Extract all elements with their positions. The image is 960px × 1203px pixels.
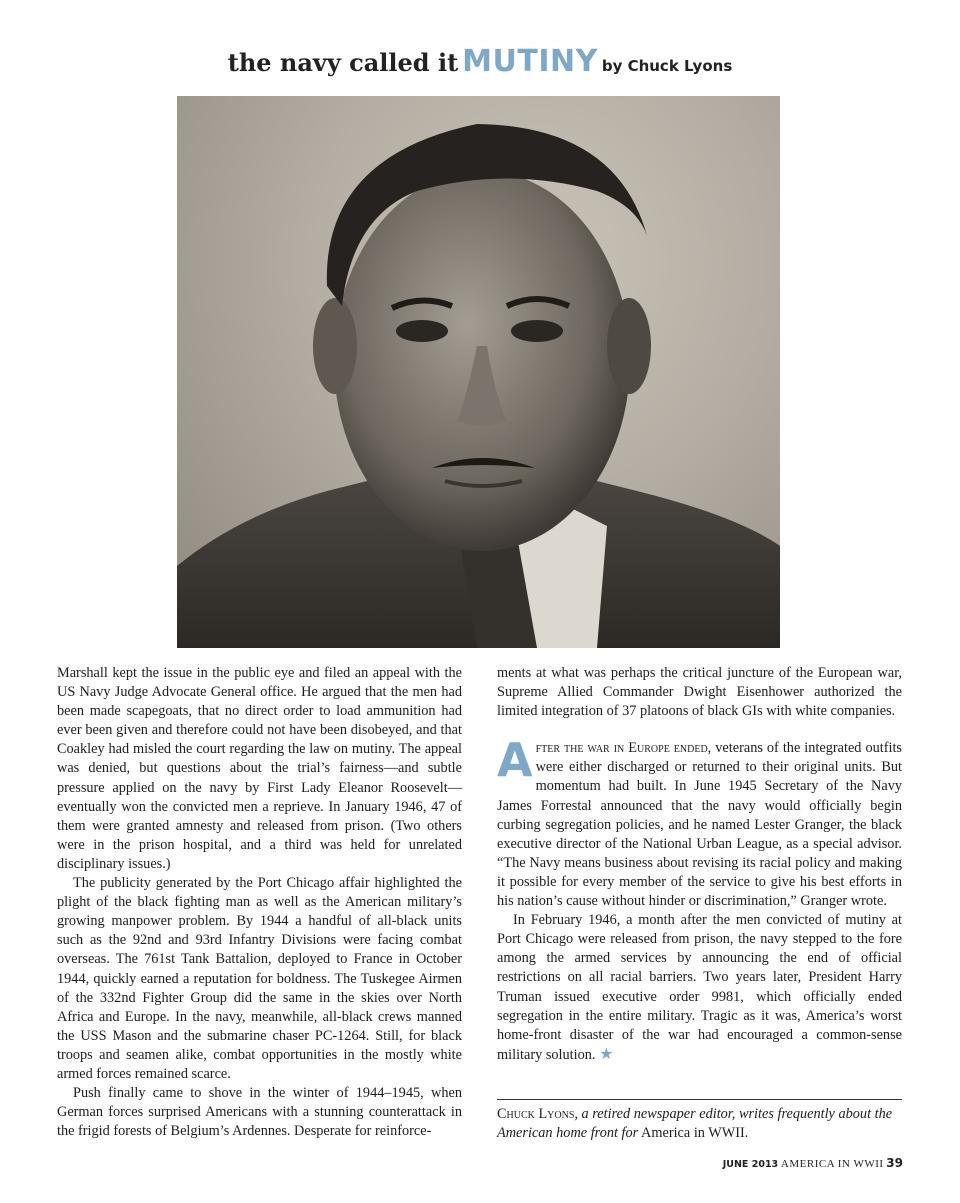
paragraph: The publicity generated by the Port Chicago affair highlighted the plight of the black fighting man as well as the American military’s growing manpower problem. By 1944 a handful of all-black units such as the 92nd and 93rd Infantry Divisions were facing combat overseas. The 761st Tank Battalion, deployed to France in October 1944, quickly earned a reputation for boldness. The Tuskegee Airmen of the 332nd Fighter Group did the same in the skies over North Africa and Europe. In the navy, meanwhile, all-black crews manned the USS Mason and the submarine chaser PC-1264. Still, for black troops and seamen alike, combat opportunities in the mostly white armed forces remained scarce. xyxy=(57,875,462,1082)
paragraph: Marshall kept the issue in the public eye and filed an appeal with the US Navy Judge Advocate General office. He argued that the men had been made scapegoats, that no direct order to load ammunition had ever been given and therefore could not have been disobeyed, and that Coakley had misled the court regarding the law on mutiny. The appeal was denied, but questions about the trial’s fairness—and subtle pressure applied on the navy by First Lady Eleanor Roosevelt—eventually won the convicted men a reprieve. In January 1946, 47 of them were granted amnesty and released from prison. (Two others were in the prison hospital, and a third was held for unrelated disciplinary issues.) xyxy=(57,665,462,872)
right-column xyxy=(497,664,902,1065)
paragraph: ments at what was perhaps the critical juncture of the European war, Supreme Allied Commander Dwight Eisenhower authorized the limited integration of 37 platoons of black GIs with white companies. xyxy=(497,665,902,720)
article-title xyxy=(0,44,960,79)
section-body: veterans of the integrated outfits were either discharged or returned to their original units. But momentum had built. In June 1945 Secretary of the Navy James Forrestal announced that the navy would officially begin curbing segregation policies, and he named Lester Granger, the black executive director of the National Urban League, as a special advisor. “The Navy means business about revising its racial policy and making it possible for every member of the service to give his best efforts in his nation’s cause without hinder or discrimination,” Granger wrote. xyxy=(497,740,902,910)
bio-magazine: America in WWII. xyxy=(641,1125,749,1142)
paragraph xyxy=(497,911,902,1065)
drop-cap: A xyxy=(497,733,533,788)
magazine-name: AMERICA IN WWII xyxy=(780,1158,884,1170)
section-opening-paragraph xyxy=(497,733,902,911)
page-number: 39 xyxy=(886,1156,903,1170)
author-bio xyxy=(497,1105,902,1143)
title-lead: the navy called it xyxy=(227,48,459,77)
closing-text: In February 1946, a month after the men convicted of mutiny at Port Chicago were released from prison, the navy stepped to the fore among the armed services by announcing the end of official restrictions on all racial barriers. Two years later, President Harry Truman issued executive order 9981, which officially ended segregation in the entire military. Tragic as it was, America’s worst home-front disaster of the war had encouraged a common-sense military solution. xyxy=(497,912,902,1063)
star-icon: ★ xyxy=(599,1045,614,1063)
author-name: Chuck Lyons xyxy=(497,1106,575,1122)
bio-divider xyxy=(497,1099,902,1100)
section-lead-in: fter the war in Europe ended, xyxy=(535,740,712,757)
left-column xyxy=(57,664,462,1141)
paragraph: Push finally came to shove in the winter of 1944–1945, when German forces surprised Americans with a stunning counterattack in the frigid forests of Belgium’s Ardennes. Desperate for reinforce- xyxy=(57,1085,462,1140)
byline: by Chuck Lyons xyxy=(601,57,733,75)
issue-date: JUNE 2013 xyxy=(722,1159,779,1170)
author-description: , a retired newspaper editor, writes frequently about the American home front for xyxy=(497,1106,893,1142)
page-footer xyxy=(723,1156,903,1170)
portrait-photo xyxy=(177,96,780,648)
title-emphasis: MUTINY xyxy=(462,44,598,79)
